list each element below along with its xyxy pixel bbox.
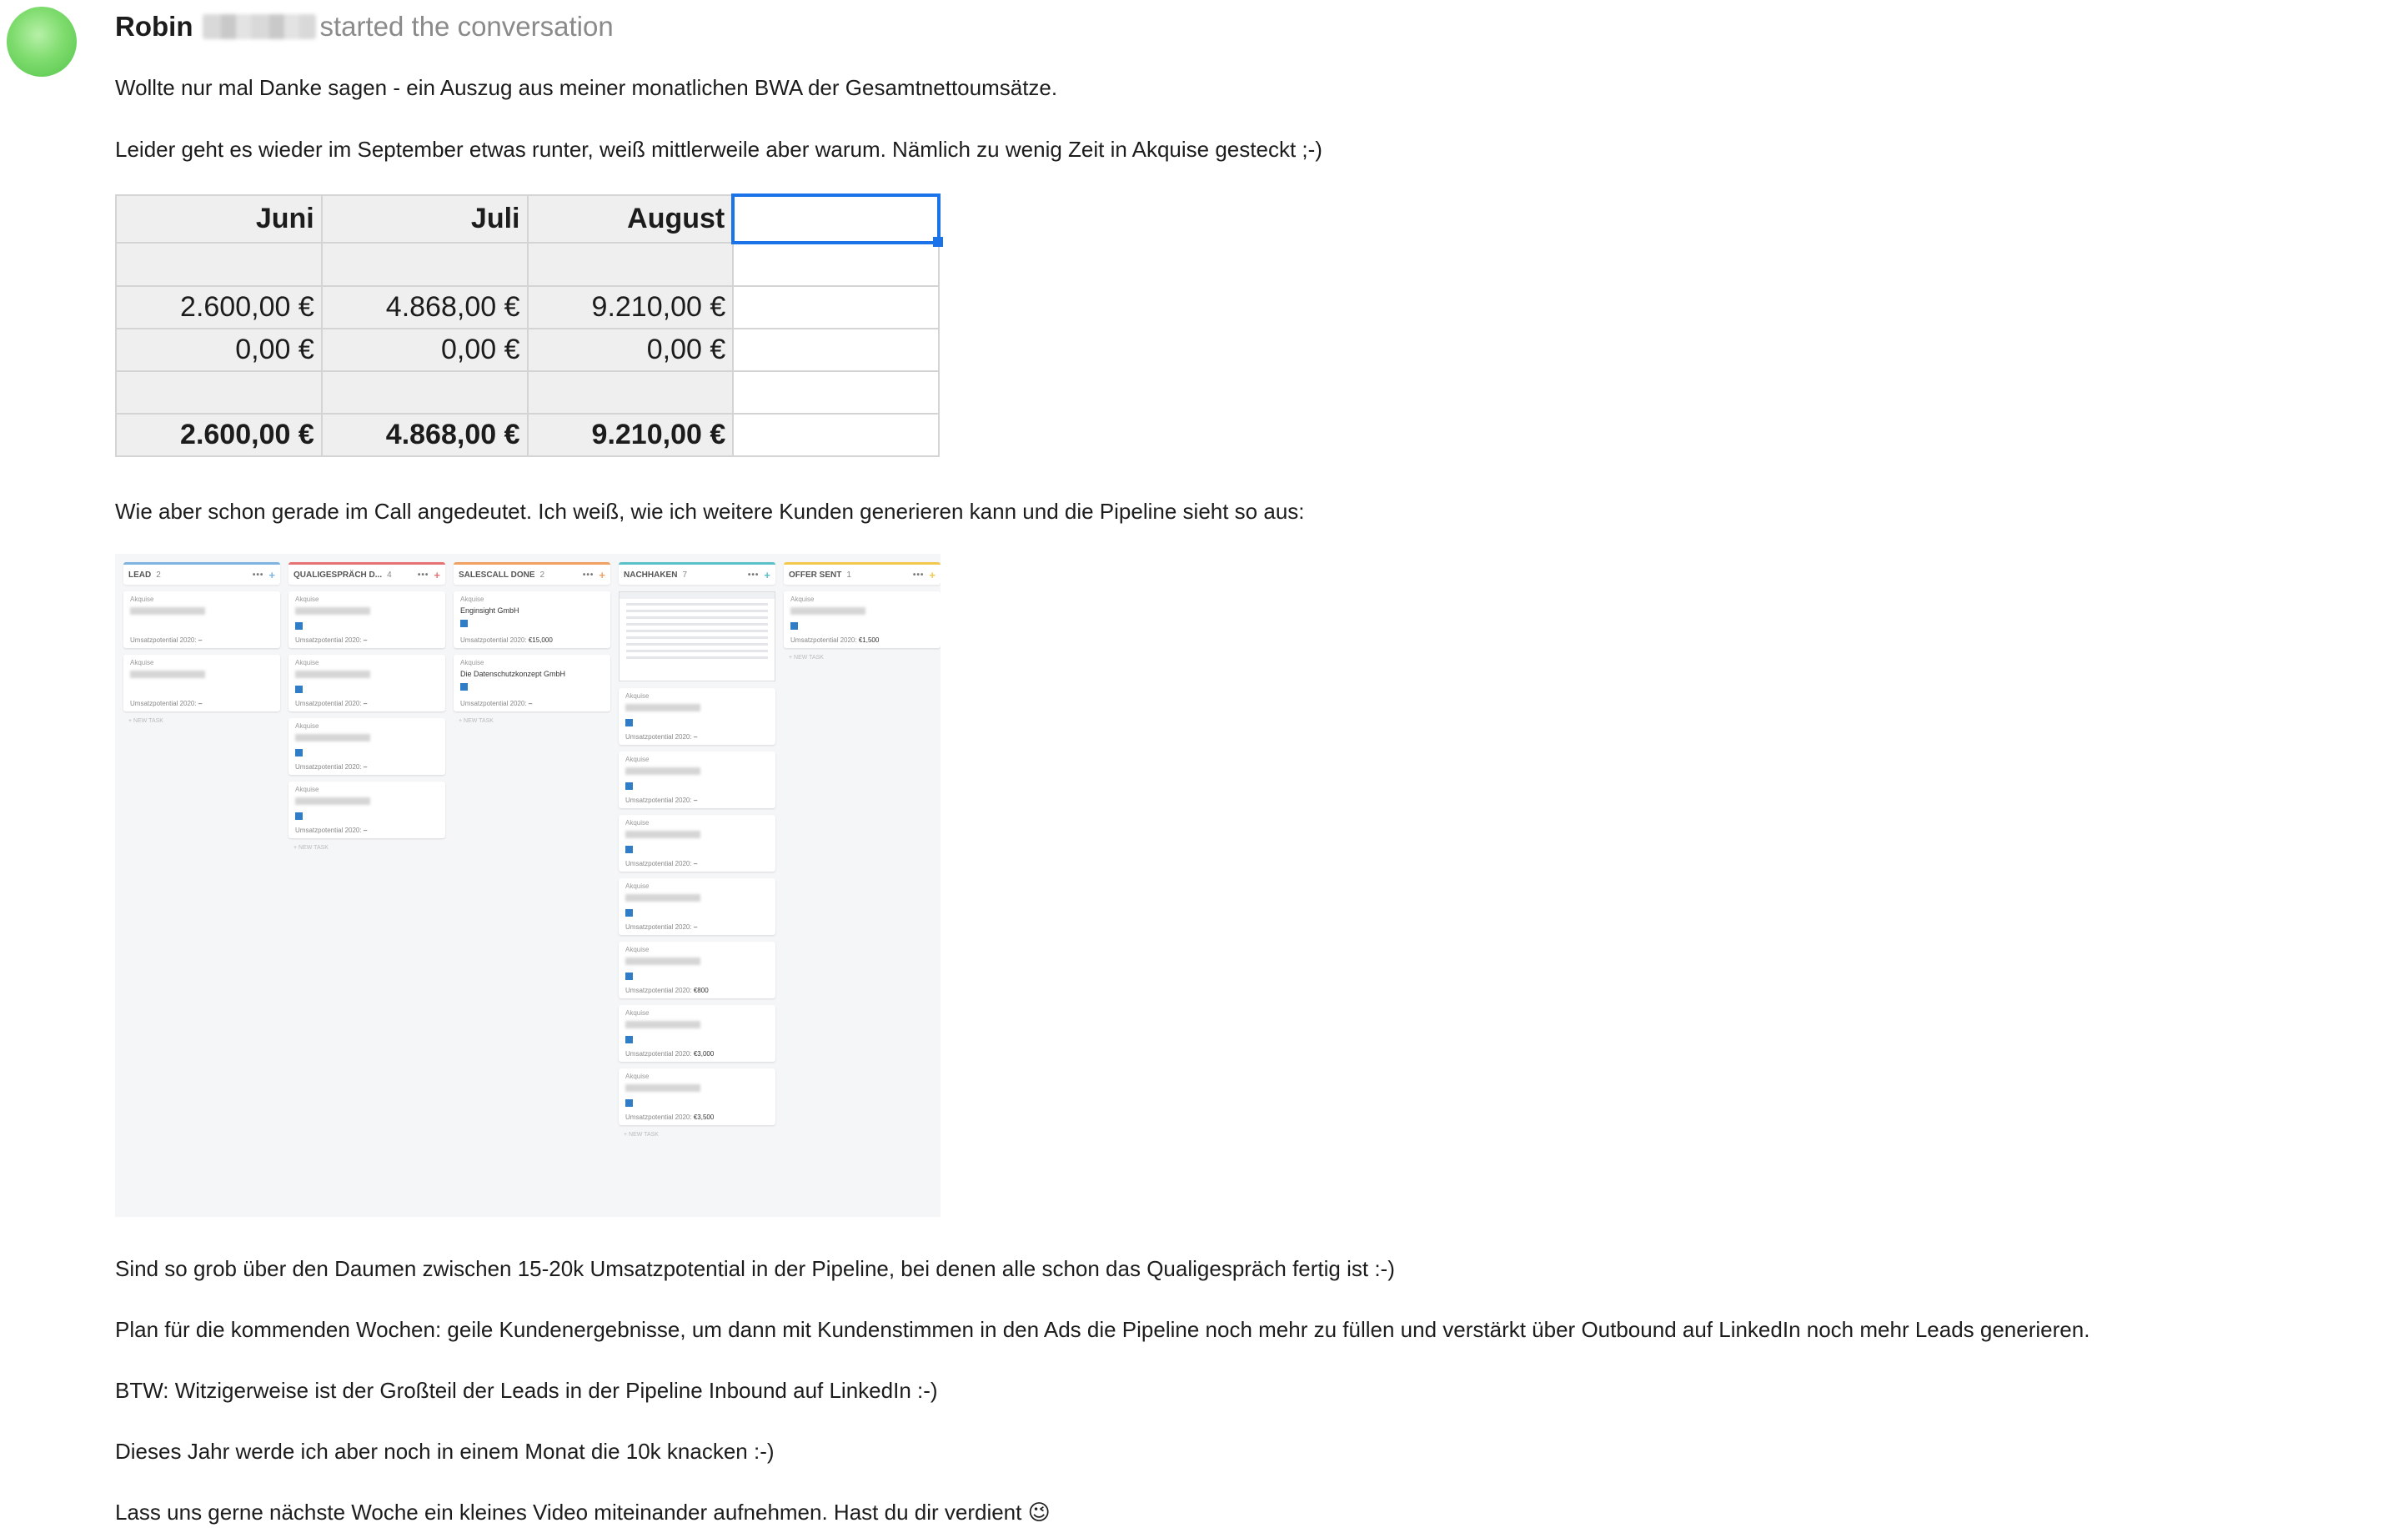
meta-value: – <box>693 923 698 931</box>
column-title: QUALIGESPRÄCH D... <box>293 570 383 580</box>
badge-icon <box>625 782 633 790</box>
meta-value: – <box>363 763 368 771</box>
card-meta <box>130 636 202 644</box>
meta-label: Umsatzpotential 2020: <box>295 763 362 771</box>
board-card <box>619 1068 775 1125</box>
redacted-title <box>295 607 370 615</box>
table-cell: 9.210,00 € <box>528 414 734 456</box>
meta-label: Umsatzpotential 2020: <box>625 1113 692 1121</box>
badge-icon <box>625 719 633 726</box>
badge-icon <box>295 749 303 756</box>
meta-value: €1,500 <box>858 636 880 644</box>
new-task-link: + NEW TASK <box>128 718 163 724</box>
card-tag: Akquise <box>460 596 484 603</box>
card-meta <box>295 763 367 771</box>
redacted-title <box>625 894 700 902</box>
meta-label: Umsatzpotential 2020: <box>625 1050 692 1058</box>
table-cell <box>733 414 939 456</box>
card-tag: Akquise <box>790 596 815 603</box>
card-tag: Akquise <box>625 692 650 700</box>
meta-value: – <box>363 700 368 707</box>
card-meta <box>625 1050 714 1058</box>
more-icon: ••• <box>912 570 925 580</box>
card-tag: Akquise <box>295 596 319 603</box>
meta-label: Umsatzpotential 2020: <box>625 987 692 994</box>
board-card <box>784 591 941 648</box>
selected-cell <box>733 195 939 243</box>
table-cell <box>733 329 939 371</box>
message-paragraph: Lass uns gerne nächste Woche ein kleines Video miteinander aufnehmen. Hast du dir verdient 😉 <box>115 1500 1051 1525</box>
table-header-row <box>116 195 939 243</box>
board-card <box>454 591 610 648</box>
table-row <box>116 329 939 371</box>
card-meta <box>460 636 553 644</box>
meta-value: – <box>363 636 368 644</box>
table-cell <box>733 243 939 286</box>
board-card <box>619 688 775 745</box>
card-meta <box>295 636 367 644</box>
meta-value: – <box>693 733 698 741</box>
message-paragraph: Leider geht es wieder im September etwas runter, weiß mittlerweile aber warum. Nämlich zu wenig Zeit in Akquise gesteckt ;-) <box>115 137 1322 162</box>
message-paragraph: BTW: Witzigerweise ist der Großteil der Leads in der Pipeline Inbound auf LinkedIn :-) <box>115 1378 938 1403</box>
badge-icon <box>625 846 633 853</box>
table-row <box>116 286 939 329</box>
board-card <box>288 591 445 648</box>
card-meta <box>625 923 697 931</box>
meta-label: Umsatzpotential 2020: <box>625 733 692 741</box>
table-cell: 9.210,00 € <box>528 286 734 329</box>
badge-icon <box>295 686 303 693</box>
column-count: 7 <box>682 570 688 580</box>
card-tag: Akquise <box>625 819 650 827</box>
meta-value: €3,500 <box>693 1113 715 1121</box>
table-row <box>116 371 939 414</box>
column-title: OFFER SENT <box>789 570 842 580</box>
table-cell: 2.600,00 € <box>116 286 322 329</box>
table-total-row <box>116 414 939 456</box>
card-tag: Akquise <box>295 659 319 666</box>
card-tag: Akquise <box>625 1073 650 1080</box>
board-card <box>288 782 445 838</box>
new-task-link: + NEW TASK <box>624 1132 659 1138</box>
table-header-cell: Juni <box>116 195 322 243</box>
board-column <box>288 562 445 851</box>
column-count: 4 <box>387 570 392 580</box>
table-header-cell: August <box>528 195 734 243</box>
table-cell <box>528 371 734 414</box>
card-tag: Akquise <box>625 946 650 953</box>
card-meta <box>130 700 202 707</box>
card-meta <box>295 827 367 834</box>
card-tag: Akquise <box>625 882 650 890</box>
add-icon: + <box>268 568 275 581</box>
meta-value: €800 <box>693 987 709 994</box>
add-icon: + <box>434 568 440 581</box>
message-paragraph: Plan für die kommenden Wochen: geile Kundenergebnisse, um dann mit Kundenstimmen in den Ads die Pipeline noch mehr zu füllen und verstärkt über Outbound auf LinkedIn noch mehr Leads generieren. <box>115 1317 2090 1342</box>
redacted-title <box>625 704 700 711</box>
card-tag: Akquise <box>295 786 319 793</box>
column-header <box>288 562 445 585</box>
new-task-link: + NEW TASK <box>459 718 494 724</box>
board-card <box>288 655 445 711</box>
message-paragraph: Wollte nur mal Danke sagen - ein Auszug aus meiner monatlichen BWA der Gesamtnettoumsätze. <box>115 75 1058 100</box>
table-cell <box>116 243 322 286</box>
redacted-title <box>130 607 205 615</box>
badge-icon <box>625 909 633 917</box>
redacted-title <box>295 734 370 741</box>
badge-icon <box>460 620 468 627</box>
badge-icon <box>460 683 468 691</box>
column-count: 2 <box>539 570 545 580</box>
table-cell: 0,00 € <box>528 329 734 371</box>
meta-value: €15,000 <box>528 636 553 644</box>
redacted-title <box>295 797 370 805</box>
more-icon: ••• <box>252 570 264 580</box>
badge-icon <box>295 812 303 820</box>
new-task-link: + NEW TASK <box>293 845 329 851</box>
meta-label: Umsatzpotential 2020: <box>295 827 362 834</box>
meta-value: – <box>198 636 203 644</box>
card-meta <box>625 797 697 804</box>
column-header <box>619 562 775 585</box>
table-cell: 0,00 € <box>116 329 322 371</box>
add-icon: + <box>764 568 770 581</box>
message-paragraph: Wie aber schon gerade im Call angedeutet. Ich weiß, wie ich weitere Kunden generieren kann und die Pipeline sieht so aus: <box>115 499 1305 524</box>
column-title: NACHHAKEN <box>624 570 678 580</box>
card-meta <box>460 700 532 707</box>
table-cell <box>116 371 322 414</box>
board-card <box>288 718 445 775</box>
board-card <box>619 815 775 872</box>
redacted-title <box>790 607 865 615</box>
meta-label: Umsatzpotential 2020: <box>295 636 362 644</box>
badge-icon <box>295 622 303 630</box>
badge-icon <box>625 1036 633 1043</box>
column-header <box>123 562 280 585</box>
card-meta <box>295 700 367 707</box>
board-card <box>454 655 610 711</box>
add-icon: + <box>599 568 605 581</box>
revenue-table-image[interactable] <box>115 194 941 457</box>
card-tag: Akquise <box>130 659 154 666</box>
table-cell <box>733 371 939 414</box>
table-cell: 2.600,00 € <box>116 414 322 456</box>
redacted-title <box>625 767 700 775</box>
attachment-thumbnail <box>619 591 775 681</box>
badge-icon <box>790 622 798 630</box>
column-header <box>784 562 941 585</box>
card-title: Die Datenschutzkonzept GmbH <box>460 670 566 678</box>
meta-label: Umsatzpotential 2020: <box>295 700 362 707</box>
selection-handle <box>933 237 943 247</box>
redacted-title <box>295 671 370 678</box>
badge-icon <box>625 1099 633 1107</box>
badge-icon <box>625 973 633 980</box>
meta-label: Umsatzpotential 2020: <box>790 636 857 644</box>
more-icon: ••• <box>747 570 760 580</box>
card-meta <box>790 636 879 644</box>
table-header-cell: Juli <box>322 195 528 243</box>
pipeline-board-image[interactable] <box>115 554 941 1217</box>
meta-label: Umsatzpotential 2020: <box>460 700 527 707</box>
meta-value: – <box>693 860 698 867</box>
meta-value: – <box>528 700 533 707</box>
message-paragraph: Dieses Jahr werde ich aber noch in einem Monat die 10k knacken :-) <box>115 1439 775 1464</box>
board-column <box>619 562 775 1138</box>
redacted-title <box>625 1021 700 1028</box>
board-card <box>123 655 280 711</box>
meta-value: – <box>198 700 203 707</box>
board-card <box>619 878 775 935</box>
card-meta <box>625 860 697 867</box>
table-cell: 0,00 € <box>322 329 528 371</box>
board-card <box>619 751 775 808</box>
card-title: Enginsight GmbH <box>460 606 519 615</box>
meta-label: Umsatzpotential 2020: <box>460 636 527 644</box>
new-task-link: + NEW TASK <box>789 655 824 661</box>
card-meta <box>625 1113 714 1121</box>
table-row <box>116 243 939 286</box>
card-tag: Akquise <box>130 596 154 603</box>
table-cell <box>733 286 939 329</box>
table-cell <box>528 243 734 286</box>
message-header <box>115 8 614 45</box>
avatar[interactable] <box>7 7 77 77</box>
board-card <box>619 1005 775 1062</box>
card-tag: Akquise <box>295 722 319 730</box>
column-count: 1 <box>846 570 851 580</box>
board-card <box>619 942 775 998</box>
board-card <box>123 591 280 648</box>
meta-label: Umsatzpotential 2020: <box>625 797 692 804</box>
more-icon: ••• <box>417 570 429 580</box>
redacted-title <box>130 671 205 678</box>
redacted-title <box>625 831 700 838</box>
meta-value: – <box>693 797 698 804</box>
column-title: SALESCALL DONE <box>459 570 535 580</box>
author-name[interactable]: Robin <box>115 11 193 42</box>
add-icon: + <box>929 568 936 581</box>
redacted-title <box>625 1084 700 1092</box>
table-cell <box>322 371 528 414</box>
card-meta <box>625 987 709 994</box>
meta-value: – <box>363 827 368 834</box>
column-count: 2 <box>156 570 161 580</box>
card-tag: Akquise <box>625 1009 650 1017</box>
meta-label: Umsatzpotential 2020: <box>625 923 692 931</box>
table-cell <box>322 243 528 286</box>
column-title: LEAD <box>128 570 152 580</box>
card-tag: Akquise <box>625 756 650 763</box>
board-column <box>454 562 610 724</box>
column-header <box>454 562 610 585</box>
board-column <box>784 562 941 661</box>
table-cell: 4.868,00 € <box>322 414 528 456</box>
meta-label: Umsatzpotential 2020: <box>625 860 692 867</box>
message-paragraph: Sind so grob über den Daumen zwischen 15-20k Umsatzpotential in der Pipeline, bei denen alle schon das Qualigespräch fertig ist :-) <box>115 1256 1395 1281</box>
action-text: started the conversation <box>319 11 614 42</box>
card-meta <box>625 733 697 741</box>
more-icon: ••• <box>582 570 594 580</box>
card-tag: Akquise <box>460 659 484 666</box>
board-column <box>123 562 280 724</box>
meta-label: Umsatzpotential 2020: <box>130 700 197 707</box>
table-cell: 4.868,00 € <box>322 286 528 329</box>
redacted-surname <box>203 14 316 39</box>
redacted-title <box>625 957 700 965</box>
meta-label: Umsatzpotential 2020: <box>130 636 197 644</box>
meta-value: €3,000 <box>693 1050 715 1058</box>
